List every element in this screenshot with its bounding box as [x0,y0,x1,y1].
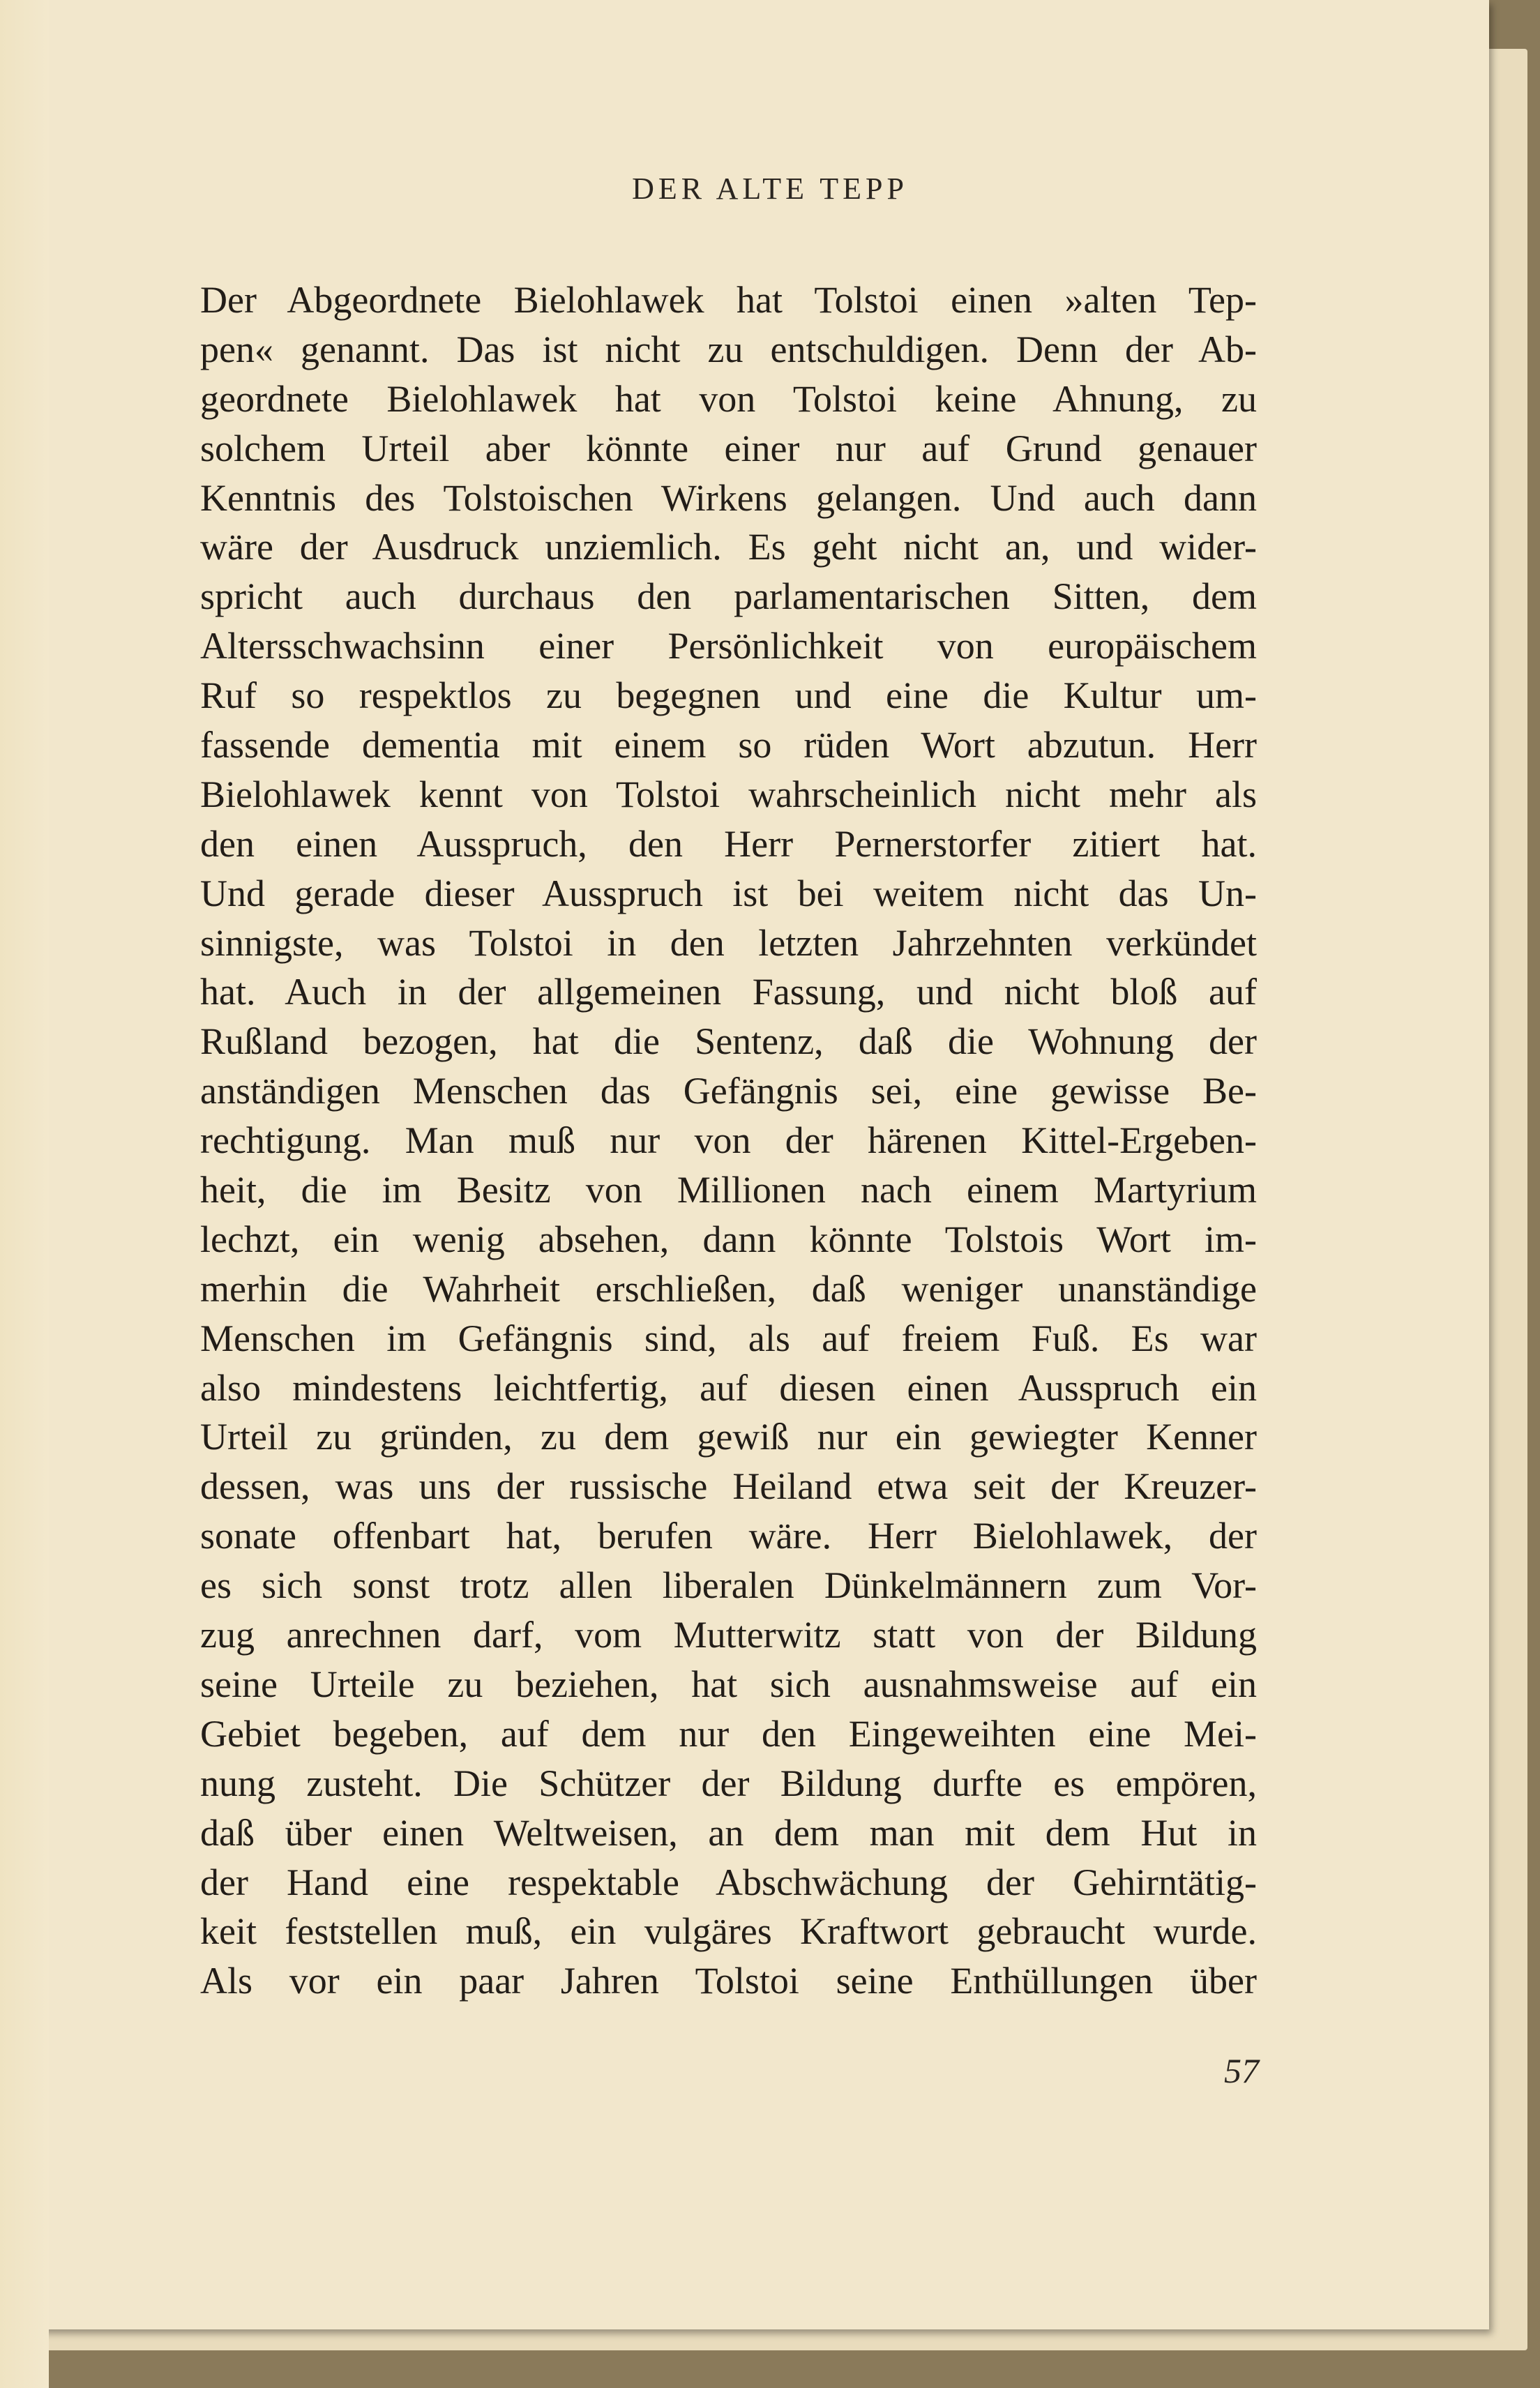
text-line: hat. Auch in der allgemeinen Fassung, und nicht bloß auf [200,971,1257,1013]
text-line: es sich sonst trotz allen liberalen Dünkelmännern zum Vor- [200,1564,1257,1607]
body-text [200,275,1257,2006]
text-line: nung zusteht. Die Schützer der Bildung durfte es empören, [200,1762,1257,1804]
text-line: Menschen im Gefängnis sind, als auf freiem Fuß. Es war [200,1317,1257,1359]
text-line: solchem Urteil aber könnte einer nur auf Grund genauer [200,427,1257,469]
text-line: Rußland bezogen, hat die Sentenz, daß die Wohnung der [200,1020,1257,1063]
text-line: rechtigung. Man muß nur von der härenen Kittel-Ergeben- [200,1119,1257,1162]
text-line: also mindestens leichtfertig, auf diesen einen Ausspruch ein [200,1366,1257,1409]
running-head: DER ALTE TEPP [632,172,908,206]
text-line: seine Urteile zu beziehen, hat sich ausnahmsweise auf ein [200,1663,1257,1705]
binding-edge [0,0,49,2388]
text-line: der Hand eine respektable Abschwächung der Gehirntätig- [200,1861,1257,1903]
text-line: heit, die im Besitz von Millionen nach einem Martyrium [200,1169,1257,1211]
text-line: spricht auch durchaus den parlamentarischen Sitten, dem [200,575,1257,618]
text-line: Als vor ein paar Jahren Tolstoi seine Enthüllungen über [200,1960,1257,2002]
text-line: sonate offenbart hat, berufen wäre. Herr Bielohlawek, der [200,1515,1257,1557]
text-line: merhin die Wahrheit erschließen, daß weniger unanständige [200,1267,1257,1310]
text-line: dessen, was uns der russische Heiland etwa seit der Kreuzer- [200,1465,1257,1508]
text-line: keit feststellen muß, ein vulgäres Kraftwort gebraucht wurde. [200,1910,1257,1953]
text-line: wäre der Ausdruck unziemlich. Es geht nicht an, und wider- [200,526,1257,568]
text-line: lechzt, ein wenig absehen, dann könnte Tolstois Wort im- [200,1218,1257,1260]
page-number: 57 [1224,2051,1259,2090]
text-line: Ruf so respektlos zu begegnen und eine die Kultur um- [200,674,1257,717]
text-line: Bielohlawek kennt von Tolstoi wahrscheinlich nicht mehr als [200,773,1257,815]
text-line: geordnete Bielohlawek hat von Tolstoi keine Ahnung, zu [200,377,1257,420]
text-line: den einen Ausspruch, den Herr Pernerstorfer zitiert hat. [200,822,1257,865]
text-line: pen« genannt. Das ist nicht zu entschuldigen. Denn der Ab- [200,328,1257,370]
text-line: sinnigste, was Tolstoi in den letzten Jahrzehnten verkündet [200,921,1257,964]
text-line: Gebiet begeben, auf dem nur den Eingeweihten eine Mei- [200,1712,1257,1755]
text-line: anständigen Menschen das Gefängnis sei, eine gewisse Be- [200,1070,1257,1112]
text-line: fassende dementia mit einem so rüden Wort abzutun. Herr [200,724,1257,766]
text-line: daß über einen Weltweisen, an dem man mit dem Hut in [200,1811,1257,1854]
text-line: Der Abgeordnete Bielohlawek hat Tolstoi einen »alten Tep- [200,279,1257,321]
text-line: zug anrechnen darf, vom Mutterwitz statt von der Bildung [200,1614,1257,1656]
text-line: Altersschwachsinn einer Persönlichkeit von europäischem [200,625,1257,667]
text-line: Urteil zu gründen, zu dem gewiß nur ein gewiegter Kenner [200,1416,1257,1458]
text-line: Kenntnis des Tolstoischen Wirkens gelangen. Und auch dann [200,476,1257,519]
text-line: Und gerade dieser Ausspruch ist bei weitem nicht das Un- [200,872,1257,914]
